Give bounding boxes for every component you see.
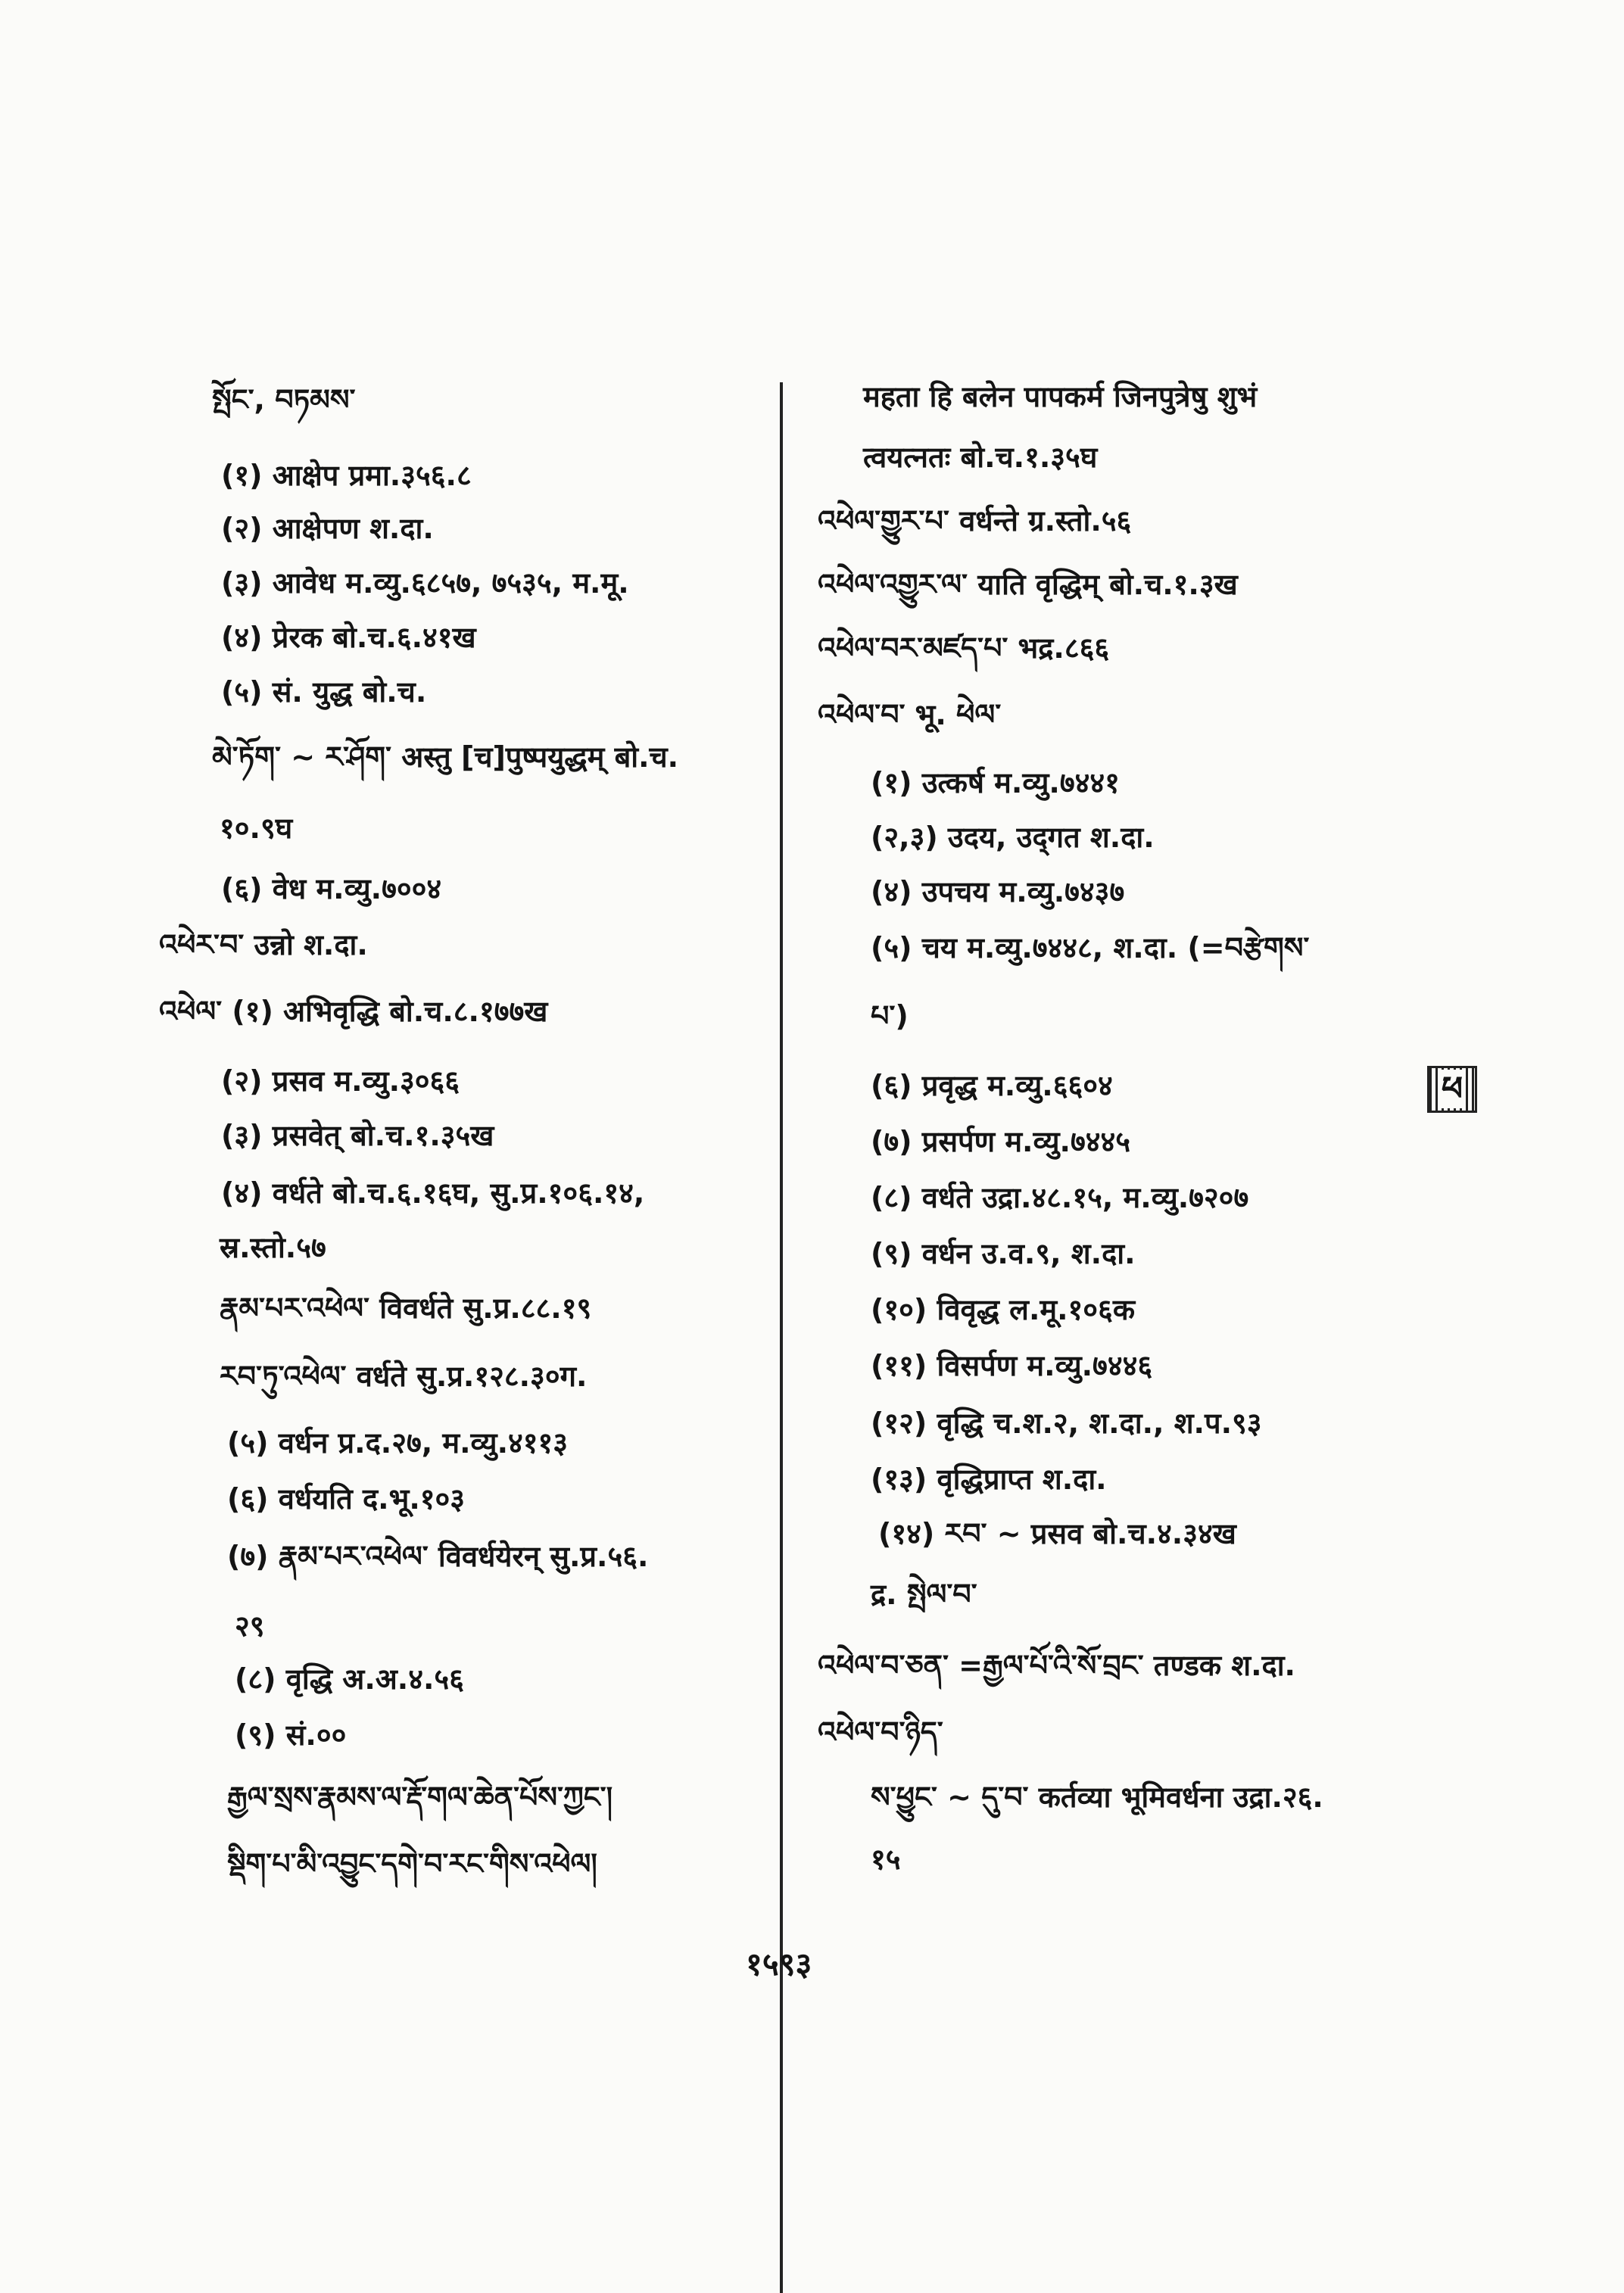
sense-line: (१०) विवृद्ध ल.मू.१०६क: [871, 1293, 1135, 1326]
sense-line: (७) प्रसर्पण म.व्यु.७४४५: [871, 1125, 1130, 1158]
sense-line: (११) विसर्पण म.व्यु.७४४६: [871, 1349, 1153, 1382]
sense-line: (८) वृद्धि अ.अ.४.५६: [235, 1662, 464, 1696]
sense-line: (३) प्रसवेत् बो.च.१.३५ख: [221, 1119, 494, 1152]
thumb-index-tab: [1427, 1066, 1477, 1113]
cross-reference: द्र. སྤེལ་བ་: [871, 1578, 977, 1611]
entry-headword-line: འཕེལ་བ་ भू. ཕེལ་: [818, 698, 1002, 731]
entry-headword-line: འཕེལ་བ་ཅན་ =རྒྱལ་པོ་འི་སོ་བྲང་ तण्डक श.दा.: [818, 1649, 1295, 1682]
thumb-index-letter: ཕ: [1439, 1070, 1466, 1108]
sense-line: (८) वर्धते उद्रा.४८.१५, म.व्यु.७२०७: [871, 1181, 1249, 1214]
sense-line: (३) आवेध म.व्यु.६८५७, ७५३५, म.मू.: [221, 566, 629, 600]
sense-line: (१) उत्कर्ष म.व्यु.७४४१: [871, 766, 1120, 799]
sense-line: (१) आक्षेप प्रमा.३५६.८: [221, 459, 472, 492]
sense-line: (५) सं. युद्ध बो.च.: [221, 675, 427, 709]
sense-line: (४) उपचय म.व्यु.७४३७: [871, 875, 1125, 908]
column-divider: [780, 382, 783, 2293]
sense-line: (५) चय म.व्यु.७४४८, श.दा. (=བརྩེགས་: [871, 931, 1310, 964]
page-number: १५९३: [746, 1946, 812, 1983]
sub-entry-line: རྣམ་པར་འཕེལ་ विवर्धते सु.प्र.८८.१९: [220, 1291, 592, 1325]
sense-line: (४) वर्धते बो.च.६.१६घ, सु.प्र.१०६.१४,: [221, 1176, 645, 1210]
entry-headword-line: འཕེལ་ (१) अभिवृद्धि बो.च.८.१७७ख: [159, 995, 548, 1028]
sense-line: (१३) वृद्धिप्राप्त श.दा.: [871, 1463, 1107, 1496]
entry-headword-line: འཕེལ་གྱུར་པ་ वर्धन्ते ग्र.स्तो.५६: [818, 504, 1132, 537]
sense-line: (१२) वृद्धि च.श.२, श.दा., श.प.९३: [871, 1407, 1262, 1440]
entry-headword-line: འཕེལ་བ་ཉིད་: [818, 1715, 943, 1749]
sense-line: (२) आक्षेपण श.दा.: [221, 512, 434, 545]
continuation-line: २९: [235, 1609, 265, 1643]
sense-line: (६) वेध म.व्यु.७००४: [221, 872, 442, 905]
sense-line: (६) वर्धयति द.भू.१०३: [227, 1482, 466, 1516]
entry-headword-line: འཕེར་བ་ उन्नो श.दा.: [159, 928, 368, 961]
continuation-line: १०.९घ: [220, 812, 293, 845]
verse-line: त्वयत्नतः बो.च.१.३५घ: [863, 441, 1098, 474]
sense-line: (४) प्रेरक बो.च.६.४१ख: [221, 621, 476, 654]
sense-line: (२,३) उदय, उद्‌गत श.दा.: [871, 821, 1155, 854]
continuation-line: པ་): [871, 999, 909, 1033]
tibetan-verse-line: སྡིག་པ་མི་འབྱུང་དགེ་བ་རང་གིས་འཕེལ།: [227, 1847, 597, 1880]
entry-headword-line: འཕེལ་བར་མཛད་པ་ भद्र.८६६: [818, 631, 1110, 665]
verse-line: महता हि बलेन पापकर्म जिनपुत्रेषु शुभं: [863, 380, 1258, 413]
sense-line: (२) प्रसव म.व्यु.३०६६: [221, 1064, 460, 1098]
tibetan-verse-line: རྒྱལ་སྲས་རྣམས་ལ་རྡོ་གལ་ཆེན་པོས་ཀྱང་།: [227, 1781, 613, 1814]
sub-entry-line: ས་ཕྱུང་ ~ དུ་བ་ कर्तव्या भूमिवर्धना उद्रा.२६.: [871, 1781, 1323, 1814]
sense-line: (९) सं.००: [235, 1718, 347, 1752]
sub-entry-line: རབ་ཏུ་འཕེལ་ वर्धते सु.प्र.१२८.३०ग.: [220, 1360, 588, 1393]
sense-line: (६) प्रवृद्ध म.व्यु.६६०४: [871, 1069, 1113, 1102]
sub-entry-line: མེ་ཏོག་ ~ ར་ཤོག་ अस्तु [च]पुष्पयुद्धम् बो.च.: [212, 740, 679, 774]
sense-line: (१४) རབ་ ~ प्रसव बो.च.४.३४ख: [878, 1517, 1236, 1550]
continuation-line: १५: [871, 1843, 901, 1876]
sense-line: (९) वर्धन उ.व.९, श.दा.: [871, 1237, 1136, 1270]
sense-line: (७) རྣམ་པར་འཕེལ་ विवर्धयेरन् सु.प्र.५६.: [227, 1540, 649, 1573]
entry-header: སྤོང་, བཏམས་: [212, 383, 356, 416]
sense-line: (५) वर्धन प्र.द.२७, म.व्यु.४११३: [227, 1426, 569, 1460]
continuation-line: स्र.स्तो.५७: [220, 1231, 326, 1264]
entry-headword-line: འཕེལ་འགྱུར་ལ་ याति वृद्धिम् बो.च.१.३ख: [818, 568, 1238, 601]
